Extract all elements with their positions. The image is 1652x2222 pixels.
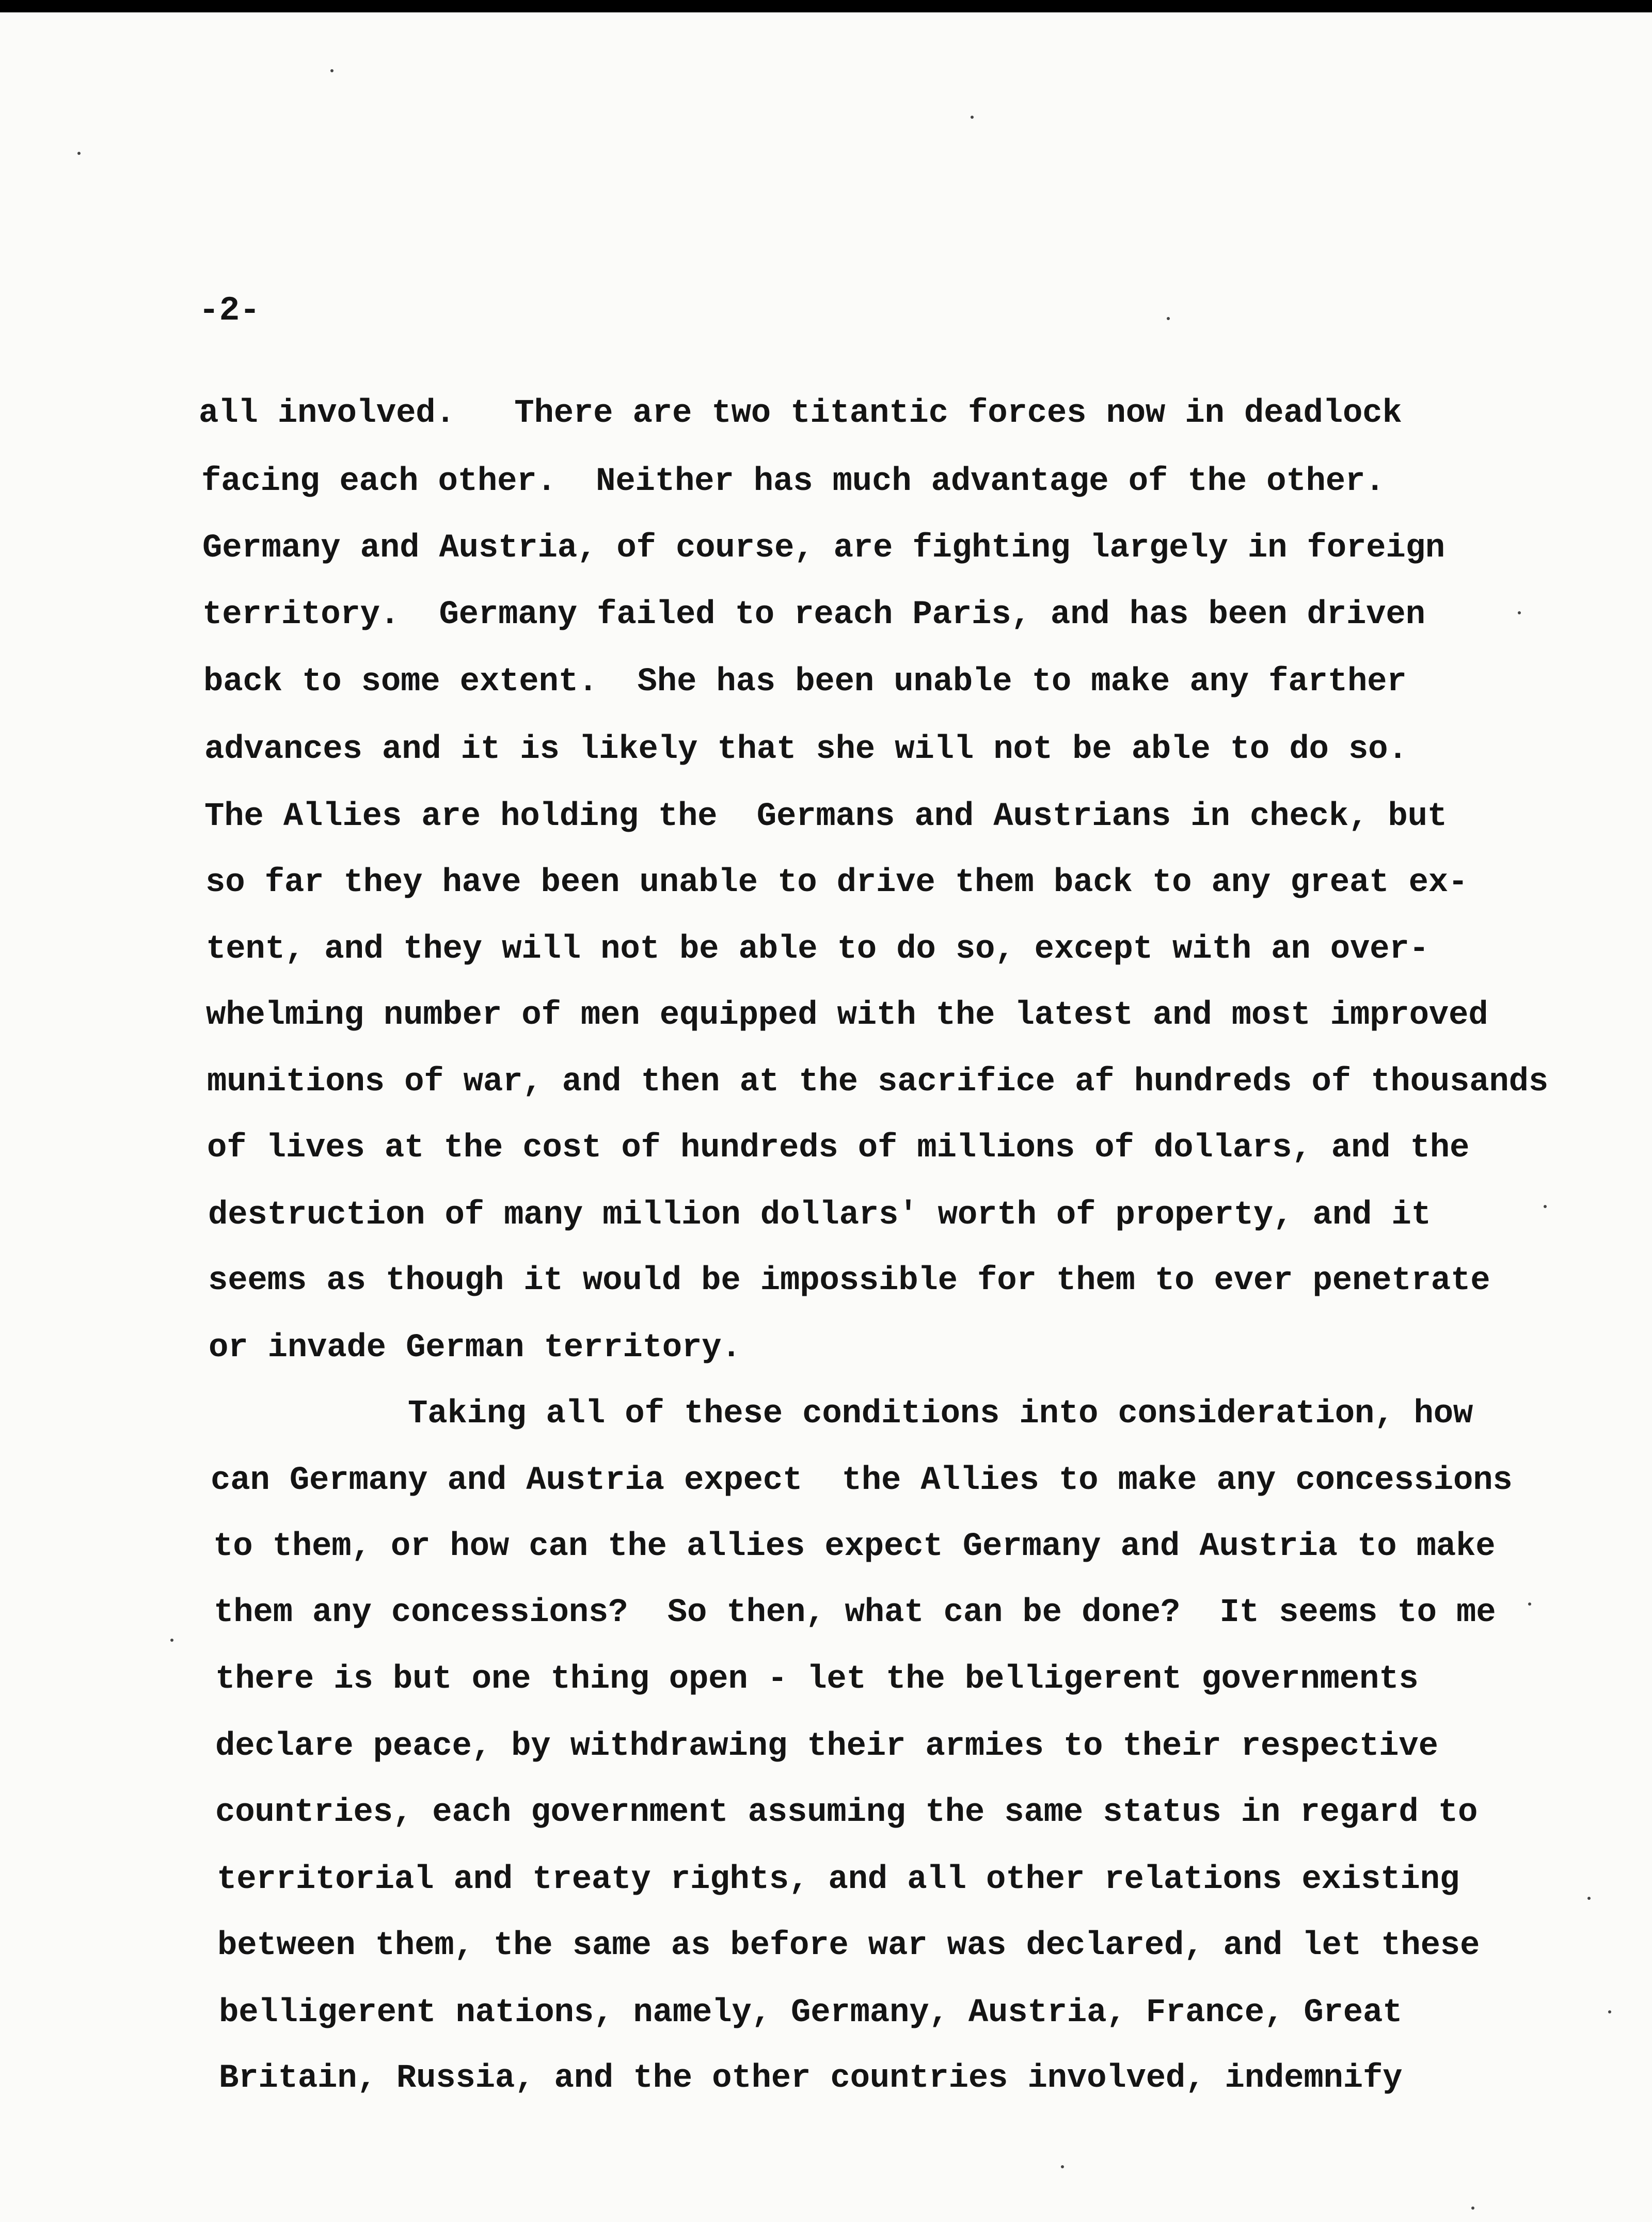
text-line: advances and it is likely that she will not be able to do so.	[204, 731, 1408, 768]
text-line: them any concessions? So then, what can be done? It seems to me	[214, 1594, 1496, 1631]
scan-speck	[1061, 2165, 1064, 2168]
page-number: -2-	[199, 291, 260, 330]
text-line: belligerent nations, namely, Germany, Austria, France, Great	[219, 1994, 1403, 2031]
text-line: countries, each government assuming the same status in regard to	[215, 1794, 1478, 1831]
text-line: between them, the same as before war was declared, and let these	[217, 1927, 1480, 1964]
text-line: seems as though it would be impossible for them to ever penetrate	[208, 1262, 1490, 1299]
text-line: Germany and Austria, of course, are fighting largely in foreign	[202, 530, 1445, 567]
text-line: or invade German territory.	[209, 1329, 741, 1367]
text-line: declare peace, by withdrawing their armies to their respective	[215, 1728, 1438, 1765]
scan-speck	[1167, 317, 1170, 320]
scan-speck	[170, 1639, 173, 1642]
text-line: so far they have been unable to drive them back to any great ex-	[205, 864, 1468, 901]
text-line: whelming number of men equipped with the latest and most improved	[206, 997, 1488, 1034]
text-line: can Germany and Austria expect the Allies to make any concessions	[211, 1462, 1513, 1499]
text-line: Britain, Russia, and the other countries involved, indemnify	[219, 2060, 1403, 2097]
text-line: there is but one thing open - let the belligerent governments	[215, 1661, 1419, 1698]
scan-speck	[330, 69, 333, 72]
text-line: Taking all of these conditions into consideration, how	[408, 1395, 1473, 1433]
scan-speck	[1518, 611, 1521, 614]
document-page	[0, 12, 1652, 2222]
text-line: tent, and they will not be able to do so, except with an over-	[206, 931, 1429, 968]
text-line: territorial and treaty rights, and all other relations existing	[217, 1861, 1459, 1898]
scan-speck	[77, 152, 81, 155]
text-line: territory. Germany failed to reach Paris, and has been driven	[202, 596, 1425, 633]
text-line: back to some extent. She has been unable to make any farther	[203, 663, 1407, 701]
scan-speck	[1608, 2010, 1611, 2013]
text-line: to them, or how can the allies expect Germany and Austria to make	[213, 1528, 1496, 1565]
text-line: facing each other. Neither has much advantage of the other.	[201, 463, 1385, 500]
text-line: The Allies are holding the Germans and Austrians in check, but	[204, 798, 1447, 835]
text-line: of lives at the cost of hundreds of millions of dollars, and the	[207, 1130, 1470, 1167]
scan-speck	[1471, 2207, 1474, 2210]
scan-speck	[971, 116, 974, 119]
scan-speck	[1528, 1602, 1531, 1606]
text-line: munitions of war, and then at the sacrifice af hundreds of thousands	[207, 1064, 1549, 1101]
text-line: all involved. There are two titantic forces now in deadlock	[199, 395, 1402, 432]
text-line: destruction of many million dollars' worth of property, and it	[208, 1197, 1431, 1234]
scan-speck	[1544, 1205, 1547, 1208]
scan-speck	[1587, 1897, 1591, 1900]
